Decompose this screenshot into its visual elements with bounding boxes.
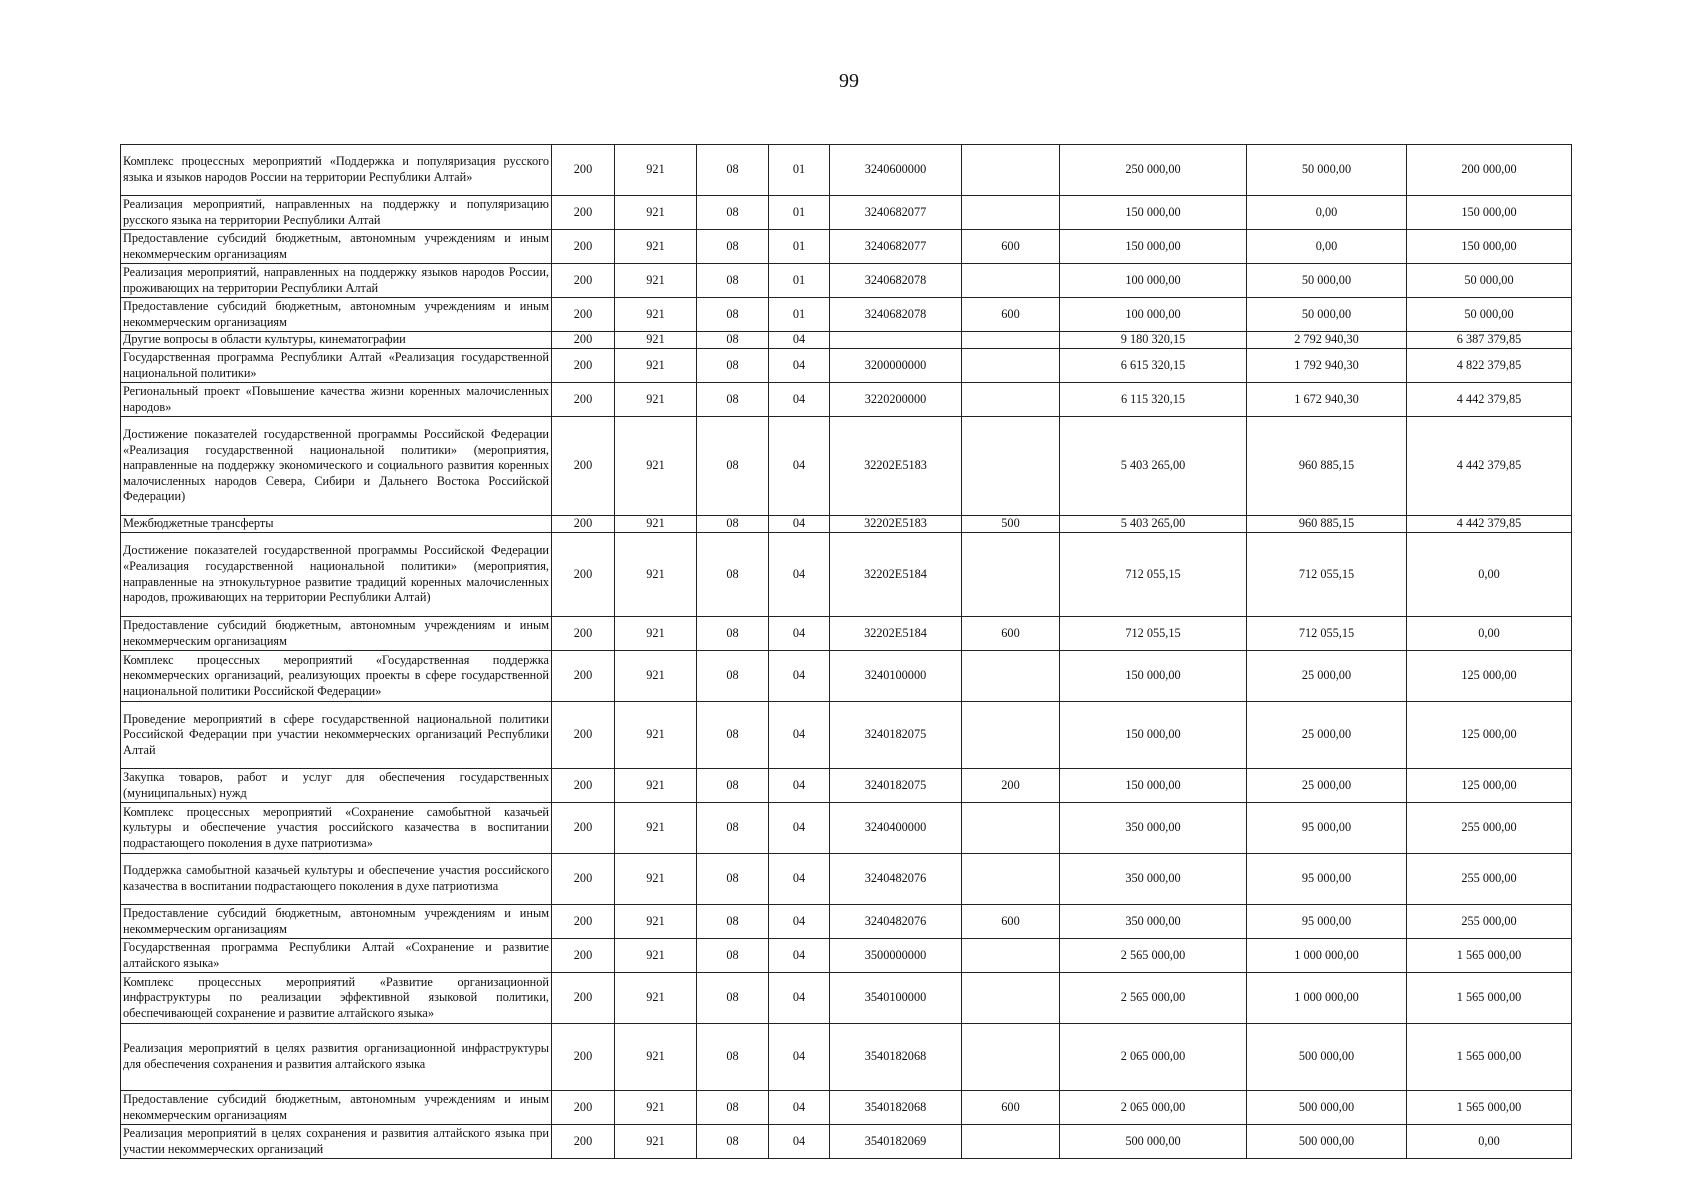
row-amount-3: 150 000,00 [1407,230,1572,264]
table-row [121,1024,1572,1091]
row-subsection: 04 [769,332,830,349]
row-dept-code: 921 [615,1024,697,1091]
row-amount-3: 4 442 379,85 [1407,383,1572,417]
row-target-article: 3240682078 [830,298,962,332]
row-subsection: 04 [769,349,830,383]
table-row [121,617,1572,651]
row-expense-type: 500 [962,516,1060,533]
row-amount-2: 25 000,00 [1247,702,1407,769]
row-admin-code: 200 [552,905,615,939]
row-amount-total: 350 000,00 [1060,854,1247,905]
row-admin-code: 200 [552,230,615,264]
row-section: 08 [697,349,769,383]
row-expense-type [962,145,1060,196]
row-dept-code: 921 [615,533,697,617]
row-dept-code: 921 [615,196,697,230]
row-amount-total: 9 180 320,15 [1060,332,1247,349]
row-amount-total: 712 055,15 [1060,533,1247,617]
row-target-article: 3240682078 [830,264,962,298]
row-name: Предоставление субсидий бюджетным, автономным учреждениям и иным некоммерческим организациям [121,617,552,651]
row-dept-code: 921 [615,973,697,1024]
row-amount-2: 50 000,00 [1247,145,1407,196]
row-expense-type [962,196,1060,230]
row-target-article: 3240400000 [830,803,962,854]
row-amount-total: 150 000,00 [1060,196,1247,230]
row-amount-total: 2 065 000,00 [1060,1091,1247,1125]
row-admin-code: 200 [552,383,615,417]
row-dept-code: 921 [615,349,697,383]
row-expense-type: 200 [962,769,1060,803]
row-name: Комплекс процессных мероприятий «Государственная поддержка некоммерческих организаций, реализующих проекты в сфере государственной национальной политики Российской Федерации» [121,651,552,702]
row-subsection: 04 [769,1125,830,1159]
row-amount-2: 0,00 [1247,196,1407,230]
table-row [121,769,1572,803]
table-row [121,702,1572,769]
row-target-article: 3540182068 [830,1024,962,1091]
row-target-article: 3540182069 [830,1125,962,1159]
row-admin-code: 200 [552,145,615,196]
row-dept-code: 921 [615,417,697,516]
row-section: 08 [697,1125,769,1159]
row-dept-code: 921 [615,1125,697,1159]
row-amount-3: 255 000,00 [1407,803,1572,854]
row-dept-code: 921 [615,702,697,769]
table-row [121,264,1572,298]
row-expense-type [962,973,1060,1024]
row-name: Реализация мероприятий в целях развития организационной инфраструктуры для обеспечения сохранения и развития алтайского языка [121,1024,552,1091]
row-subsection: 04 [769,973,830,1024]
row-dept-code: 921 [615,516,697,533]
row-section: 08 [697,803,769,854]
row-dept-code: 921 [615,383,697,417]
table-body [121,145,1572,1159]
row-expense-type: 600 [962,617,1060,651]
row-admin-code: 200 [552,651,615,702]
row-name: Государственная программа Республики Алтай «Реализация государственной национальной политики» [121,349,552,383]
row-subsection: 04 [769,383,830,417]
row-amount-3: 0,00 [1407,533,1572,617]
table-row [121,854,1572,905]
row-target-article: 3500000000 [830,939,962,973]
row-name: Региональный проект «Повышение качества жизни коренных малочисленных народов» [121,383,552,417]
row-amount-2: 50 000,00 [1247,298,1407,332]
row-amount-total: 5 403 265,00 [1060,516,1247,533]
row-amount-3: 4 442 379,85 [1407,417,1572,516]
row-amount-2: 2 792 940,30 [1247,332,1407,349]
row-amount-2: 1 000 000,00 [1247,939,1407,973]
row-section: 08 [697,769,769,803]
table-row [121,533,1572,617]
row-expense-type [962,803,1060,854]
row-name: Проведение мероприятий в сфере государственной национальной политики Российской Федерации при участии некоммерческих организаций Республики Алтай [121,702,552,769]
row-target-article: 3540100000 [830,973,962,1024]
row-amount-total: 6 615 320,15 [1060,349,1247,383]
row-admin-code: 200 [552,533,615,617]
row-amount-2: 960 885,15 [1247,516,1407,533]
row-amount-3: 4 442 379,85 [1407,516,1572,533]
row-admin-code: 200 [552,516,615,533]
row-section: 08 [697,298,769,332]
row-amount-3: 200 000,00 [1407,145,1572,196]
row-subsection: 04 [769,905,830,939]
row-name: Предоставление субсидий бюджетным, автономным учреждениям и иным некоммерческим организациям [121,298,552,332]
row-amount-total: 150 000,00 [1060,769,1247,803]
page-number: 99 [839,70,859,92]
row-name: Достижение показателей государственной программы Российской Федерации «Реализация государственной национальной политики» (мероприятия, направленные на этнокультурное развитие традиций коренных малочисленных народов, проживающих на территории Республики Алтай) [121,533,552,617]
row-amount-3: 4 822 379,85 [1407,349,1572,383]
row-amount-total: 150 000,00 [1060,702,1247,769]
row-section: 08 [697,939,769,973]
row-amount-3: 255 000,00 [1407,905,1572,939]
row-target-article [830,332,962,349]
row-amount-total: 712 055,15 [1060,617,1247,651]
row-amount-3: 50 000,00 [1407,298,1572,332]
row-dept-code: 921 [615,905,697,939]
row-name: Достижение показателей государственной программы Российской Федерации «Реализация государственной национальной политики» (мероприятия, направленные на поддержку экономического и социального развития коренных малочисленных народов Севера, Сибири и Дальнего Востока Российской Федерации) [121,417,552,516]
row-target-article: 3240182075 [830,769,962,803]
row-subsection: 04 [769,417,830,516]
row-name: Межбюджетные трансферты [121,516,552,533]
row-amount-2: 1 000 000,00 [1247,973,1407,1024]
row-target-article: 3240482076 [830,854,962,905]
row-amount-2: 1 792 940,30 [1247,349,1407,383]
row-name: Другие вопросы в области культуры, кинематографии [121,332,552,349]
table-row [121,973,1572,1024]
row-subsection: 04 [769,769,830,803]
row-expense-type [962,1125,1060,1159]
row-subsection: 04 [769,617,830,651]
row-amount-total: 150 000,00 [1060,651,1247,702]
row-name: Предоставление субсидий бюджетным, автономным учреждениям и иным некоммерческим организациям [121,905,552,939]
table-row [121,651,1572,702]
row-target-article: 32202E5183 [830,516,962,533]
row-target-article: 3200000000 [830,349,962,383]
table-row [121,298,1572,332]
row-name: Закупка товаров, работ и услуг для обеспечения государственных (муниципальных) нужд [121,769,552,803]
row-admin-code: 200 [552,854,615,905]
row-amount-total: 150 000,00 [1060,230,1247,264]
row-subsection: 01 [769,230,830,264]
row-dept-code: 921 [615,854,697,905]
row-admin-code: 200 [552,939,615,973]
row-subsection: 01 [769,196,830,230]
table-row [121,145,1572,196]
row-admin-code: 200 [552,417,615,516]
row-admin-code: 200 [552,769,615,803]
row-amount-3: 1 565 000,00 [1407,939,1572,973]
row-admin-code: 200 [552,264,615,298]
row-amount-2: 500 000,00 [1247,1024,1407,1091]
row-dept-code: 921 [615,803,697,854]
row-amount-2: 712 055,15 [1247,617,1407,651]
row-target-article: 3240600000 [830,145,962,196]
row-admin-code: 200 [552,617,615,651]
row-target-article: 3220200000 [830,383,962,417]
row-expense-type [962,854,1060,905]
row-expense-type: 600 [962,905,1060,939]
row-section: 08 [697,905,769,939]
row-section: 08 [697,516,769,533]
row-name: Комплекс процессных мероприятий «Сохранение самобытной казачьей культуры и обеспечение участия российского казачества в воспитании подрастающего поколения в духе патриотизма» [121,803,552,854]
table-row [121,803,1572,854]
row-name: Комплекс процессных мероприятий «Поддержка и популяризация русского языка и языков народов России на территории Республики Алтай» [121,145,552,196]
row-expense-type [962,417,1060,516]
row-section: 08 [697,332,769,349]
row-amount-total: 100 000,00 [1060,298,1247,332]
row-section: 08 [697,617,769,651]
row-dept-code: 921 [615,145,697,196]
row-section: 08 [697,417,769,516]
row-section: 08 [697,702,769,769]
row-target-article: 3240100000 [830,651,962,702]
table-row [121,1125,1572,1159]
row-section: 08 [697,854,769,905]
row-section: 08 [697,383,769,417]
table-row [121,939,1572,973]
table-row [121,905,1572,939]
table-row [121,1091,1572,1125]
row-name: Реализация мероприятий в целях сохранения и развития алтайского языка при участии некоммерческих организаций [121,1125,552,1159]
row-section: 08 [697,196,769,230]
row-dept-code: 921 [615,939,697,973]
row-amount-total: 5 403 265,00 [1060,417,1247,516]
row-amount-total: 350 000,00 [1060,905,1247,939]
row-amount-3: 0,00 [1407,1125,1572,1159]
row-amount-total: 2 565 000,00 [1060,973,1247,1024]
row-amount-2: 95 000,00 [1247,803,1407,854]
row-expense-type [962,533,1060,617]
row-section: 08 [697,230,769,264]
row-amount-2: 25 000,00 [1247,769,1407,803]
row-amount-total: 250 000,00 [1060,145,1247,196]
row-name: Предоставление субсидий бюджетным, автономным учреждениям и иным некоммерческим организациям [121,1091,552,1125]
row-subsection: 04 [769,854,830,905]
row-subsection: 04 [769,939,830,973]
row-subsection: 04 [769,1091,830,1125]
row-expense-type [962,939,1060,973]
row-dept-code: 921 [615,617,697,651]
row-subsection: 04 [769,533,830,617]
row-dept-code: 921 [615,230,697,264]
row-section: 08 [697,1024,769,1091]
row-name: Реализация мероприятий, направленных на поддержку и популяризацию русского языка на территории Республики Алтай [121,196,552,230]
row-subsection: 01 [769,145,830,196]
row-admin-code: 200 [552,1024,615,1091]
table-row [121,516,1572,533]
row-section: 08 [697,973,769,1024]
row-amount-3: 1 565 000,00 [1407,1091,1572,1125]
row-amount-2: 0,00 [1247,230,1407,264]
row-dept-code: 921 [615,1091,697,1125]
row-amount-3: 125 000,00 [1407,651,1572,702]
row-admin-code: 200 [552,332,615,349]
row-admin-code: 200 [552,973,615,1024]
row-target-article: 32202E5183 [830,417,962,516]
row-subsection: 04 [769,516,830,533]
row-amount-2: 25 000,00 [1247,651,1407,702]
row-dept-code: 921 [615,298,697,332]
row-amount-2: 1 672 940,30 [1247,383,1407,417]
row-dept-code: 921 [615,332,697,349]
row-amount-2: 712 055,15 [1247,533,1407,617]
row-admin-code: 200 [552,298,615,332]
row-target-article: 3240482076 [830,905,962,939]
row-admin-code: 200 [552,702,615,769]
row-name: Комплекс процессных мероприятий «Развитие организационной инфраструктуры по реализации эффективной языковой политики, обеспечивающей сохранение и развитие алтайского языка» [121,973,552,1024]
row-section: 08 [697,264,769,298]
row-amount-2: 500 000,00 [1247,1125,1407,1159]
row-dept-code: 921 [615,264,697,298]
row-expense-type [962,702,1060,769]
row-expense-type [962,1024,1060,1091]
row-expense-type [962,264,1060,298]
row-amount-3: 6 387 379,85 [1407,332,1572,349]
row-subsection: 01 [769,298,830,332]
row-amount-total: 2 065 000,00 [1060,1024,1247,1091]
row-admin-code: 200 [552,196,615,230]
row-target-article: 3240182075 [830,702,962,769]
row-expense-type [962,332,1060,349]
table-row [121,349,1572,383]
row-expense-type: 600 [962,298,1060,332]
row-amount-2: 960 885,15 [1247,417,1407,516]
row-admin-code: 200 [552,1125,615,1159]
row-subsection: 04 [769,702,830,769]
row-dept-code: 921 [615,769,697,803]
row-amount-2: 50 000,00 [1247,264,1407,298]
row-amount-total: 6 115 320,15 [1060,383,1247,417]
row-name: Государственная программа Республики Алтай «Сохранение и развитие алтайского языка» [121,939,552,973]
row-subsection: 04 [769,651,830,702]
row-target-article: 32202E5184 [830,533,962,617]
row-target-article: 3240682077 [830,230,962,264]
row-admin-code: 200 [552,349,615,383]
row-expense-type [962,383,1060,417]
row-amount-3: 125 000,00 [1407,769,1572,803]
row-expense-type: 600 [962,230,1060,264]
row-target-article: 32202E5184 [830,617,962,651]
row-subsection: 04 [769,1024,830,1091]
row-amount-2: 95 000,00 [1247,854,1407,905]
row-amount-3: 1 565 000,00 [1407,973,1572,1024]
table-row [121,196,1572,230]
row-name: Поддержка самобытной казачьей культуры и обеспечение участия российского казачества в воспитании подрастающего поколения в духе патриотизма [121,854,552,905]
row-section: 08 [697,533,769,617]
row-amount-2: 95 000,00 [1247,905,1407,939]
row-amount-3: 125 000,00 [1407,702,1572,769]
row-amount-2: 500 000,00 [1247,1091,1407,1125]
row-amount-3: 0,00 [1407,617,1572,651]
row-subsection: 04 [769,803,830,854]
row-target-article: 3240682077 [830,196,962,230]
row-amount-total: 350 000,00 [1060,803,1247,854]
row-target-article: 3540182068 [830,1091,962,1125]
row-subsection: 01 [769,264,830,298]
row-expense-type: 600 [962,1091,1060,1125]
row-amount-3: 150 000,00 [1407,196,1572,230]
row-admin-code: 200 [552,1091,615,1125]
row-name: Предоставление субсидий бюджетным, автономным учреждениям и иным некоммерческим организациям [121,230,552,264]
row-dept-code: 921 [615,651,697,702]
row-amount-total: 100 000,00 [1060,264,1247,298]
budget-table [120,144,1572,1159]
row-name: Реализация мероприятий, направленных на поддержку языков народов России, проживающих на территории Республики Алтай [121,264,552,298]
table-row [121,383,1572,417]
row-amount-total: 2 565 000,00 [1060,939,1247,973]
row-section: 08 [697,651,769,702]
row-amount-total: 500 000,00 [1060,1125,1247,1159]
row-expense-type [962,651,1060,702]
table-row [121,417,1572,516]
row-admin-code: 200 [552,803,615,854]
row-amount-3: 255 000,00 [1407,854,1572,905]
row-section: 08 [697,1091,769,1125]
table-row [121,230,1572,264]
row-amount-3: 50 000,00 [1407,264,1572,298]
row-section: 08 [697,145,769,196]
table-row [121,332,1572,349]
row-expense-type [962,349,1060,383]
row-amount-3: 1 565 000,00 [1407,1024,1572,1091]
